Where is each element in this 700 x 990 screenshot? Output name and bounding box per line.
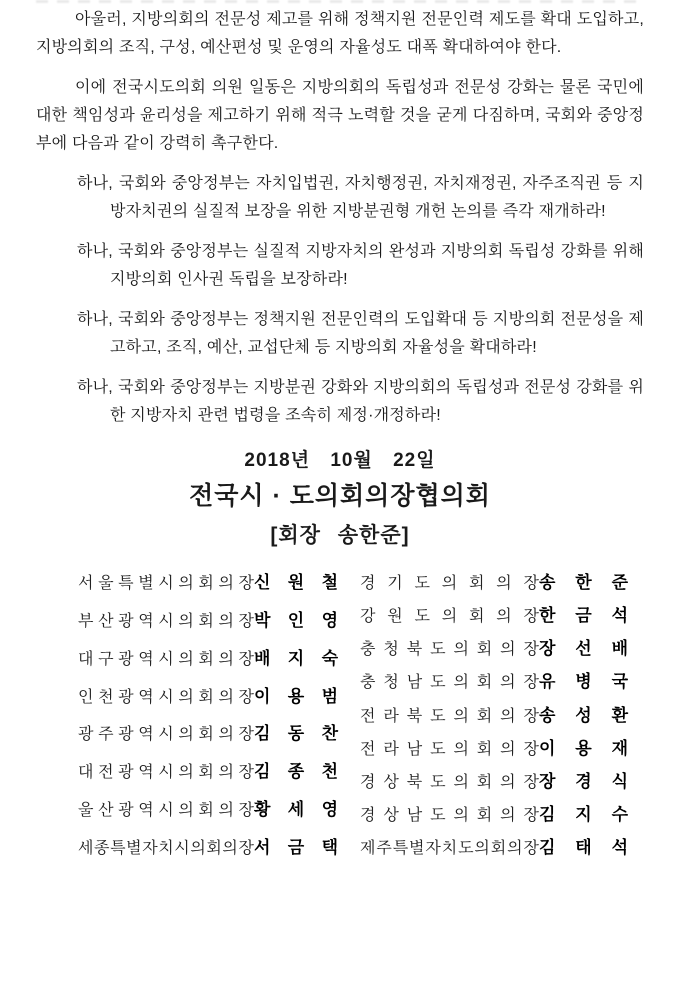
signatory-row [78,686,338,709]
signatory-name: 김 지 수 [539,804,628,824]
organization-name: 전국시 · 도의회의장협의회 [189,482,491,510]
signatory-name: 서 금 택 [254,837,338,857]
signatory-row [78,648,338,671]
signatory-title: 경 기 도 의 회 의 장 [360,575,539,592]
signatory-row [360,705,628,728]
chairman-line: [회장 송한준] [270,524,410,547]
signatory-row [78,572,338,595]
signatory-title: 인 천 광 역 시 의 회 의 장 [78,688,254,706]
signatory-row [78,610,338,633]
signatory-title: 서 울 특 별 시 의 회 의 장 [78,575,254,592]
signatory-row [360,804,628,827]
signatory-row [360,605,628,628]
signatory-name: 황 세 영 [254,800,338,820]
signatory-section [36,572,644,860]
document-date: 2018년 10월 22일 [244,450,436,471]
signatory-name: 박 인 영 [254,610,338,630]
signatory-title: 세 종 특 별 자 치 시 의 회 의 장 [78,839,254,857]
signatory-row [360,738,628,761]
signatory-name: 이 용 범 [254,686,338,706]
signatory-title: 경 상 남 도 의 회 의 장 [360,806,539,824]
signatory-title: 전 라 남 도 의 회 의 장 [360,740,539,758]
signatory-row [360,837,628,860]
signatory-name: 신 원 철 [254,573,338,592]
paragraph: 아울러, 지방의회의 전문성 제고를 위해 정책지원 전문인력 제도를 확대 도입하고, 지방의회의 조직, 구성, 예산편성 및 운영의 자율성도 대폭 확대하여야 한다. [36,11,644,56]
signatory-title: 강 원 도 의 회 의 장 [360,608,539,626]
body-paragraphs [36,6,644,158]
signatory-name: 송 한 준 [539,573,628,592]
signatory-title: 울 산 광 역 시 의 회 의 장 [78,802,254,820]
signatory-title: 대 구 광 역 시 의 회 의 장 [78,650,254,668]
signatory-column-left [78,572,338,860]
scan-crop-artifact [36,0,644,3]
signatory-row [78,723,338,746]
demand-item: 하나, 국회와 중앙정부는 정책지원 전문인력의 도입확대 등 지방의회 전문성을 제고하고, 조직, 예산, 교섭단체 등 지방의회 자율성을 확대하라! [77,311,644,356]
signatory-name: 한 금 석 [539,606,628,626]
demand-list [36,170,644,430]
signatory-name: 김 종 천 [254,762,338,782]
signatory-title: 전 라 북 도 의 회 의 장 [360,707,539,725]
signatory-name: 장 선 배 [539,639,628,659]
demand-item: 하나, 국회와 중앙정부는 실질적 지방자치의 완성과 지방의회 독립성 강화를 위해 지방의회 인사권 독립을 보장하라! [77,243,644,288]
signatory-title: 경 상 북 도 의 회 의 장 [360,773,539,791]
signatory-name: 유 병 국 [539,672,628,692]
signatory-title: 대 전 광 역 시 의 회 의 장 [78,764,254,782]
demand-item: 하나, 국회와 중앙정부는 지방분권 강화와 지방의회의 독립성과 전문성 강화를 위한 지방자치 관련 법령을 조속히 제정·개정하라! [77,379,644,424]
signatory-name: 이 용 재 [539,738,628,758]
signatory-name: 장 경 식 [539,771,628,791]
signatory-row [360,671,628,694]
signatory-name: 김 동 찬 [254,724,338,744]
signatory-title: 충 청 북 도 의 회 의 장 [360,641,539,659]
signatory-row [78,761,338,784]
signatory-title: 광 주 광 역 시 의 회 의 장 [78,726,254,744]
demand-item: 하나, 국회와 중앙정부는 자치입법권, 자치행정권, 자치재정권, 자주조직권 등 지방자치권의 실질적 보장을 위한 지방분권형 개헌 논의를 즉각 재개하라! [77,175,644,220]
signatory-row [78,799,338,822]
signatory-title: 부 산 광 역 시 의 회 의 장 [78,612,254,630]
signatory-row [360,771,628,794]
signatory-name: 김 태 석 [539,838,628,857]
signatory-row [78,837,338,860]
signatory-column-right [360,572,628,860]
signatory-title: 제 주 특 별 자 치 도 의 회 의 장 [360,840,539,857]
signatory-row [360,638,628,661]
signatory-name: 송 성 환 [539,705,628,725]
signatory-row [360,572,628,595]
signatory-title: 충 청 남 도 의 회 의 장 [360,674,539,692]
paragraph: 이에 전국시도의회 의원 일동은 지방의회의 독립성과 전문성 강화는 물론 국민에 대한 책임성과 윤리성을 제고하기 위해 적극 노력할 것을 굳게 다짐하며, 국회와 중앙정부에 다음과 같이 강력히 촉구한다. [36,79,644,152]
signatory-name: 배 지 숙 [254,648,338,668]
